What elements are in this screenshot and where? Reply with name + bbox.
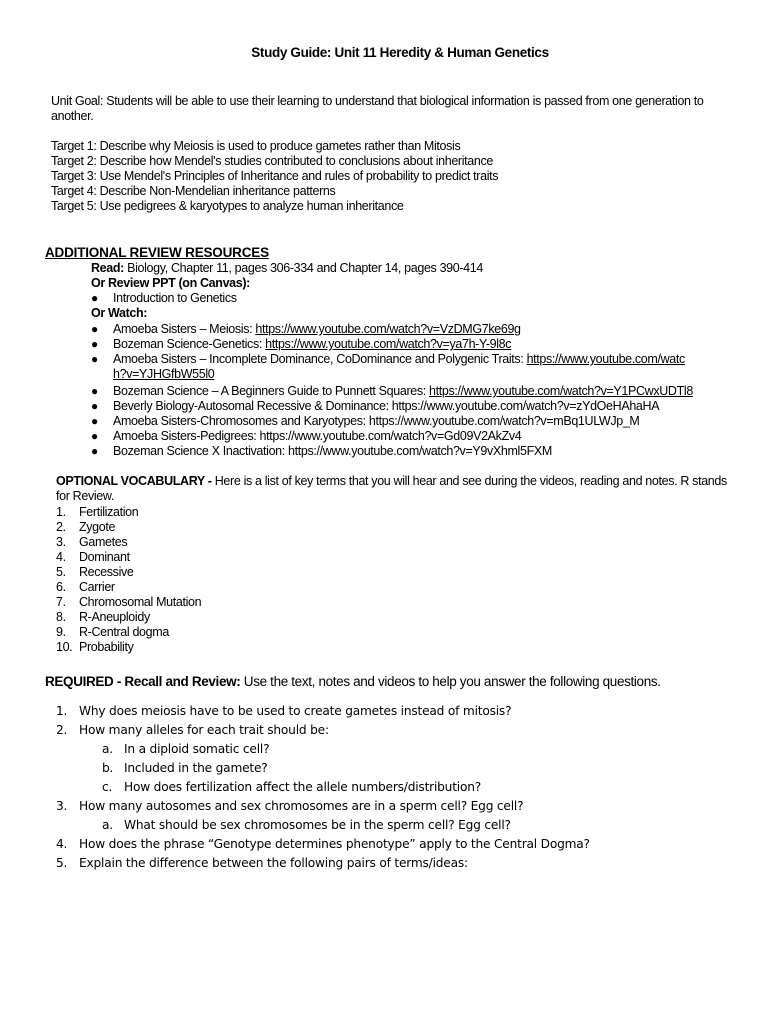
targets-list bbox=[51, 139, 731, 214]
vocab-item: 6. Carrier bbox=[56, 580, 115, 594]
question-item: 3. How many autosomes and sex chromosomes are in a sperm cell? Egg cell? bbox=[56, 799, 524, 813]
vocab-item: 1. Fertilization bbox=[56, 505, 139, 519]
read-text: Biology, Chapter 11, pages 306-334 and Chapter 14, pages 390-414 bbox=[123, 261, 483, 275]
bullet-icon: ● bbox=[91, 429, 98, 443]
read-label: Read: bbox=[91, 261, 124, 275]
read-line bbox=[91, 261, 711, 276]
target-item: Target 4: Describe Non-Mendelian inheritance patterns bbox=[51, 184, 336, 198]
question-item: 1. Why does meiosis have to be used to create gametes instead of mitosis? bbox=[56, 704, 512, 718]
vocab-item: 3. Gametes bbox=[56, 535, 128, 549]
sub-question: b. Included in the gamete? bbox=[102, 761, 268, 775]
page-title: Study Guide: Unit 11 Heredity & Human Genetics bbox=[251, 45, 549, 60]
question-item: 5. Explain the difference between the following pairs of terms/ideas: bbox=[56, 856, 468, 870]
ppt-label: Or Review PPT (on Canvas): bbox=[91, 276, 250, 290]
video-link[interactable]: https://www.youtube.com/watch?v=VzDMG7ke69g bbox=[255, 322, 521, 336]
target-item: Target 3: Use Mendel's Principles of Inheritance and rules of probability to predict traits bbox=[51, 169, 499, 183]
required-heading: REQUIRED - Recall and Review: Use the text, notes and videos to help you answer the following questions. bbox=[45, 674, 661, 689]
vocabulary-label: OPTIONAL VOCABULARY - bbox=[56, 474, 212, 488]
required-label: REQUIRED - Recall and Review: bbox=[45, 674, 241, 689]
question-item: 4. How does the phrase “Genotype determines phenotype” apply to the Central Dogma? bbox=[56, 837, 590, 851]
unit-goal: Unit Goal: Students will be able to use their learning to understand that biological information is passed from one generation to another. bbox=[51, 94, 704, 123]
vocab-item: 2. Zygote bbox=[56, 520, 116, 534]
bullet-icon: ● bbox=[91, 322, 98, 336]
question-item: 2. How many alleles for each trait should be: bbox=[56, 723, 329, 737]
watch-label: Or Watch: bbox=[91, 306, 148, 320]
bullet-icon: ● bbox=[91, 399, 98, 413]
video-item: ● Bozeman Science-Genetics: https://www.youtube.com/watch?v=ya7h-Y-9l8c bbox=[91, 337, 512, 351]
video-link[interactable]: https://www.youtube.com/watch?v=ya7h-Y-9l8c bbox=[265, 337, 512, 351]
vocab-item: 8. R-Aneuploidy bbox=[56, 610, 150, 624]
vocab-item: 9. R-Central dogma bbox=[56, 625, 169, 639]
vocabulary-list bbox=[56, 505, 201, 655]
video-link[interactable]: https://www.youtube.com/watch?v=YJHGfbW55l0 bbox=[113, 352, 685, 381]
vocabulary-intro: OPTIONAL VOCABULARY - Here is a list of key terms that you will hear and see during the videos, reading and notes. R stands for Review. bbox=[56, 474, 727, 503]
bullet-icon: ● bbox=[91, 414, 98, 428]
video-item: ● Amoeba Sisters – Meiosis: https://www.youtube.com/watch?v=VzDMG7ke69g bbox=[91, 322, 521, 336]
target-item: Target 2: Describe how Mendel's studies contributed to conclusions about inheritance bbox=[51, 154, 494, 168]
video-item: ● Beverly Biology-Autosomal Recessive & Dominance: https://www.youtube.com/watch?v=zYdOeHAhaHA bbox=[91, 399, 660, 413]
video-link[interactable]: https://www.youtube.com/watch?v=Y1PCwxUDTl8 bbox=[429, 384, 693, 398]
vocab-item: 4. Dominant bbox=[56, 550, 130, 564]
bullet-icon: ● bbox=[91, 352, 98, 366]
target-item: Target 1: Describe why Meiosis is used to produce gametes rather than Mitosis bbox=[51, 139, 461, 153]
video-item: ● Bozeman Science X Inactivation: https://www.youtube.com/watch?v=Y9vXhml5FXM bbox=[91, 444, 552, 458]
video-item: ● Amoeba Sisters-Pedigrees: https://www.youtube.com/watch?v=Gd09V2AkZv4 bbox=[91, 429, 522, 443]
vocab-item: 5. Recessive bbox=[56, 565, 134, 579]
video-list bbox=[91, 322, 711, 459]
sub-question: a. In a diploid somatic cell? bbox=[102, 742, 270, 756]
sub-question: a. What should be sex chromosomes be in the sperm cell? Egg cell? bbox=[102, 818, 511, 832]
vocab-item: 7. Chromosomal Mutation bbox=[56, 595, 202, 609]
resources-heading: ADDITIONAL REVIEW RESOURCES bbox=[45, 245, 269, 260]
vocab-item: 10. Probability bbox=[56, 640, 134, 654]
ppt-list bbox=[91, 291, 711, 306]
bullet-icon: ● bbox=[91, 337, 98, 351]
question-list bbox=[56, 702, 590, 873]
list-item: ● Introduction to Genetics bbox=[91, 291, 237, 305]
bullet-icon: ● bbox=[91, 384, 98, 398]
target-item: Target 5: Use pedigrees & karyotypes to analyze human inheritance bbox=[51, 199, 404, 213]
bullet-icon: ● bbox=[91, 444, 98, 458]
bullet-icon: ● bbox=[91, 291, 98, 305]
video-item: ● Amoeba Sisters – Incomplete Dominance, CoDominance and Polygenic Traits: https://www.youtube.com/watch?v=YJHGfbW55l0 bbox=[91, 352, 685, 381]
video-item: ● Amoeba Sisters-Chromosomes and Karyotypes: https://www.youtube.com/watch?v=mBq1ULWJp_M bbox=[91, 414, 640, 428]
video-item: ● Bozeman Science – A Beginners Guide to Punnett Squares: https://www.youtube.com/watch?v=Y1PCwxUDTl8 bbox=[91, 384, 693, 398]
sub-question: c. How does fertilization affect the allele numbers/distribution? bbox=[102, 780, 482, 794]
